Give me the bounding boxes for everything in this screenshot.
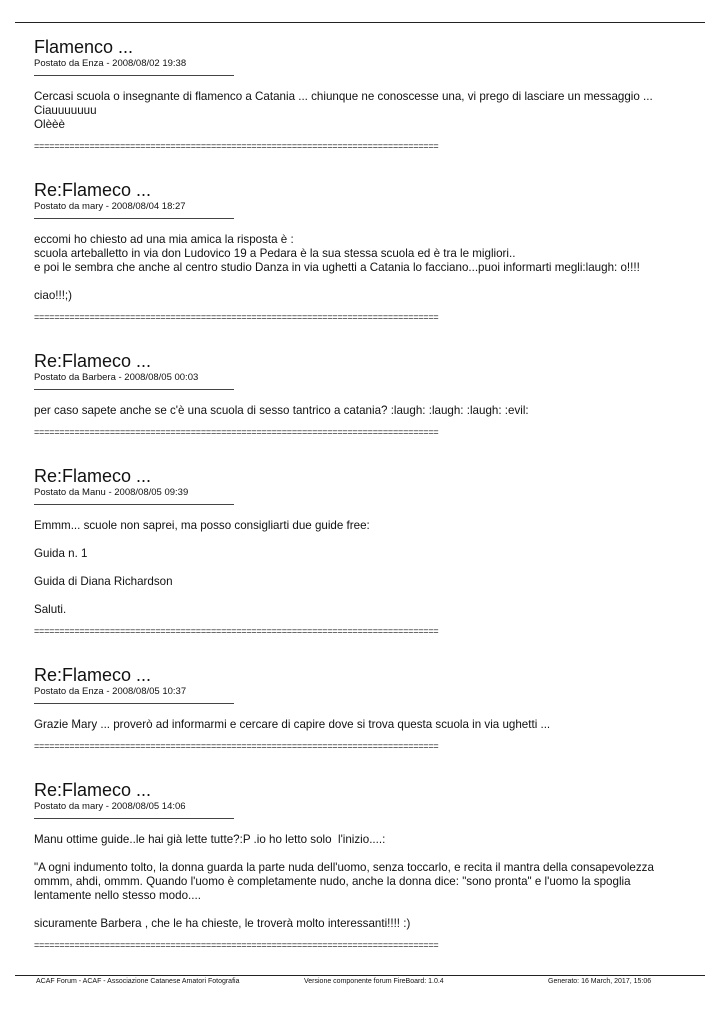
post-separator: ================================================================================ (34, 626, 439, 636)
post-paragraph: Saluti. (34, 603, 67, 616)
post-paragraph: Emmm... scuole non saprei, ma posso consigliarti due guide free: (34, 519, 370, 532)
post-4 (34, 465, 710, 637)
post-paragraph: Guida n. 1 (34, 547, 88, 560)
footer-version: Versione componente forum FireBoard: 1.0.4 (304, 978, 444, 985)
title-underline (34, 389, 234, 390)
post-body (34, 90, 710, 132)
post-list (34, 36, 710, 951)
post-paragraph: eccomi ho chiesto ad una mia amica la risposta è : scuola arteballetto in via don Ludovico 19 a Pedara è la sua stessa scuola ed è tra le migliori.. e poi le sembra che anche al centro studio Danza in via ughetti a Catania lo facciano...puoi informarti megli:laugh: o!!!! (34, 233, 640, 274)
post-meta: Postato da Enza - 2008/08/05 10:37 (34, 686, 187, 697)
post-separator: ================================================================================ (34, 427, 439, 437)
post-body (34, 718, 710, 732)
post-paragraph: ciao!!!;) (34, 289, 73, 302)
post-meta: Postato da Enza - 2008/08/02 19:38 (34, 58, 187, 69)
top-divider (15, 22, 705, 23)
post-paragraph: Guida di Diana Richardson (34, 575, 173, 588)
post-meta: Postato da mary - 2008/08/04 18:27 (34, 201, 186, 212)
post-separator: ================================================================================ (34, 940, 439, 950)
post-title: Flamenco ... (34, 37, 134, 57)
post-separator: ================================================================================ (34, 741, 439, 751)
post-3 (34, 350, 710, 438)
post-separator: ================================================================================ (34, 141, 439, 151)
post-title: Re:Flameco ... (34, 351, 152, 371)
post-body (34, 404, 710, 418)
post-meta: Postato da Manu - 2008/08/05 09:39 (34, 487, 189, 498)
post-2 (34, 179, 710, 323)
post-paragraph: "A ogni indumento tolto, la donna guarda la parte nuda dell'uomo, senza toccarlo, e recita il mantra della consapevolezza ommm, ahdi, ommm. Quando l'uomo è completamente nudo, anche la donna dice: "sono pronta" e l'uomo la spoglia lentamente nello stesso modo.... (34, 861, 654, 902)
post-meta: Postato da mary - 2008/08/05 14:06 (34, 801, 186, 812)
post-paragraph: per caso sapete anche se c'è una scuola di sesso tantrico a catania? :laugh: :laugh: :laugh: :evil: (34, 404, 529, 417)
post-paragraph: Cercasi scuola o insegnante di flamenco a Catania ... chiunque ne conoscesse una, vi prego di lasciare un messaggio ... Ciauuuuuuu Olèèè (34, 90, 653, 131)
post-paragraph: Grazie Mary ... proverò ad informarmi e cercare di capire dove si trova questa scuola in via ughetti ... (34, 718, 551, 731)
title-underline (34, 504, 234, 505)
footer-divider (15, 975, 705, 976)
post-body (34, 233, 710, 303)
post-paragraph: sicuramente Barbera , che le ha chieste, le troverà molto interessanti!!!! :) (34, 917, 411, 930)
post-meta: Postato da Barbera - 2008/08/05 00:03 (34, 372, 199, 383)
post-1 (34, 36, 710, 152)
post-separator: ================================================================================ (34, 312, 439, 322)
footer-generated: Generato: 16 March, 2017, 15:06 (548, 978, 652, 985)
post-title: Re:Flameco ... (34, 780, 152, 800)
title-underline (34, 703, 234, 704)
post-body (34, 833, 710, 931)
post-title: Re:Flameco ... (34, 180, 152, 200)
post-6 (34, 779, 710, 951)
title-underline (34, 818, 234, 819)
post-title: Re:Flameco ... (34, 665, 152, 685)
post-body (34, 519, 710, 617)
title-underline (34, 75, 234, 76)
post-paragraph: Manu ottime guide..le hai già lette tutte?:P .io ho letto solo l'inizio....: (34, 833, 386, 846)
title-underline (34, 218, 234, 219)
post-title: Re:Flameco ... (34, 466, 152, 486)
footer-site-name: ACAF Forum - ACAF - Associazione Catanese Amatori Fotografia (36, 978, 240, 985)
post-5 (34, 664, 710, 752)
